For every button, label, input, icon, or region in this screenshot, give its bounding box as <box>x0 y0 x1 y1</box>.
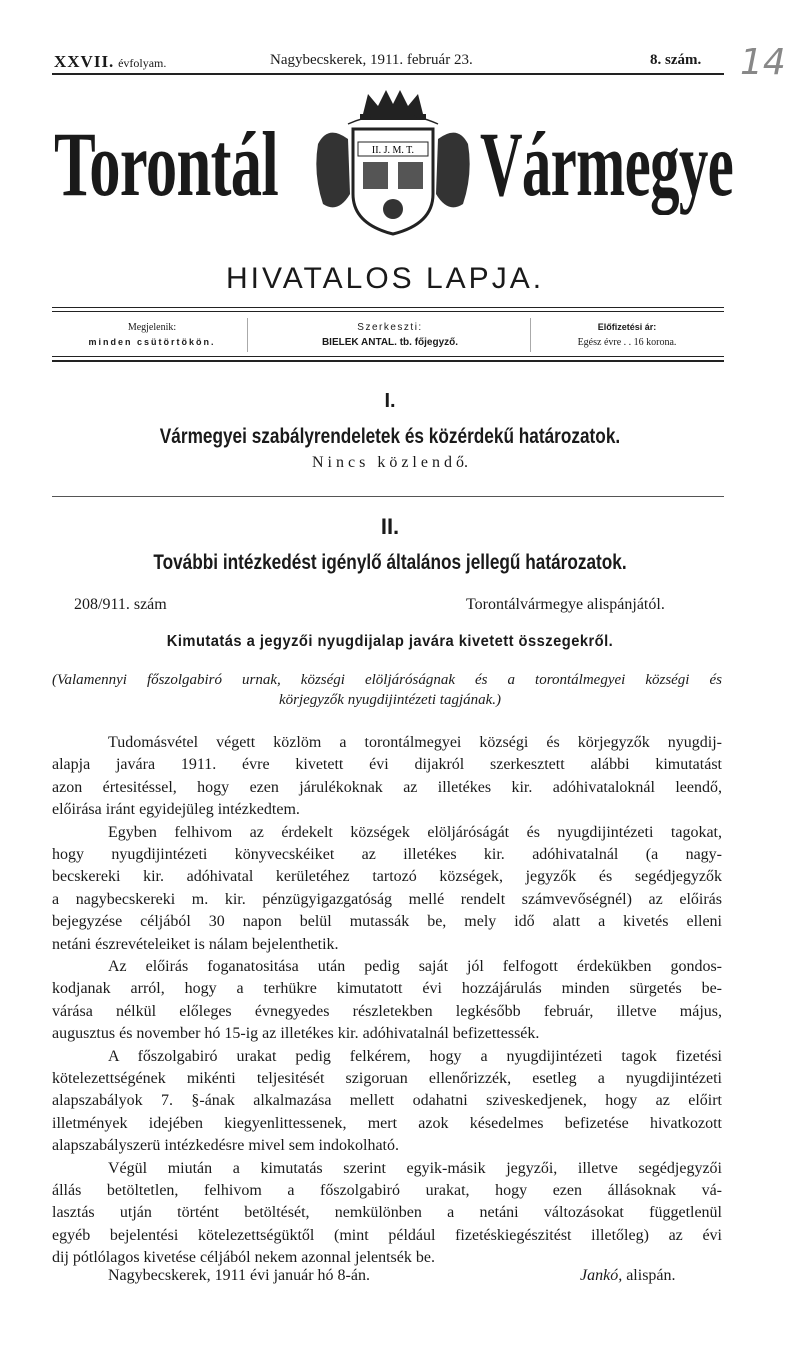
section-2-title: További intézkedést igénylő általános jellegű határozatok. <box>153 551 627 574</box>
info-value: Egész évre . . 16 korona. <box>577 337 677 348</box>
info-label: Megjelenik: <box>127 322 177 333</box>
place-date: Nagybecskerek, 1911. február 23. <box>270 52 473 68</box>
rule <box>52 307 724 308</box>
signature-title: alispán. <box>626 1267 676 1284</box>
body-line: becskereki kir. adóhivatal kerületéhez tartozó községek, jegyzők és segédjegyzők <box>52 868 722 886</box>
article-number: 208/911. szám <box>74 596 167 613</box>
body-line: Az előirás foganatositása után pedig saját jól felfogott érdekükben gondos- <box>108 958 722 975</box>
info-value: BIELEK ANTAL. tb. főjegyző. <box>321 337 459 348</box>
body-line: netáni észrevételeiket is nálam bejelenthetik. <box>52 935 339 953</box>
signature <box>580 1267 676 1285</box>
rule <box>52 311 724 312</box>
title-right: Vármegye <box>480 113 734 215</box>
body-line: állás betöltetlen, felhivom a főszolgabiró urakat, hogy ezen állásoknak vá- <box>52 1182 722 1199</box>
body-line: augusztus és november hó 15-ig az illetékes kir. adóhivatalnál befizettessék. <box>52 1025 540 1043</box>
article-address: (Valamennyi főszolgabiró urnak, községi elöljáróságnak és a torontálmegyei községi és <box>52 672 722 688</box>
body-line: előirása iránt egyidejüleg intézkedtem. <box>52 801 300 819</box>
body-line: alapszabályok 7. §-ának alkalmazása mellett odahatni sziveskedjenek, hogy az előirt <box>52 1092 722 1110</box>
body-line: hogy nyugdijintézeti könyvecskéiket az illetékes kir. adóhivatalnál (a nagy- <box>52 846 722 863</box>
rule <box>52 496 724 497</box>
section-1-numeral: I. <box>384 390 396 412</box>
info-subscription <box>532 320 722 350</box>
article-address: körjegyzők nyugdijintézeti tagjának.) <box>278 692 502 708</box>
body-line: illetmények idejében kiegyenlittessenek, mert azok késedelmes befizetése hivatkozott <box>52 1114 722 1132</box>
body-line: Végül miután a kimutatás szerint egyik-másik jegyzői, illetve segédjegyzői <box>108 1159 722 1177</box>
info-editor <box>250 320 530 350</box>
signature-name: Jankó, <box>580 1267 623 1284</box>
info-label: Előfizetési ár: <box>597 322 657 332</box>
svg-text:II. J. M. T.: II. J. M. T. <box>371 145 415 156</box>
divider <box>247 318 248 352</box>
body-line: kodjanak arról, hogy a terhükre kimutatott évi hozzájárulás minden sürgetés be- <box>52 980 722 998</box>
section-2-numeral: II. <box>380 514 400 539</box>
body-line: egyéb bejelentési kötelezettségüktől (mint például fizetéskiegészitést illetőleg) az évi <box>52 1226 722 1244</box>
info-value: minden csütörtökön. <box>88 337 216 347</box>
article-source: Torontálvármegye alispánjától. <box>466 596 665 613</box>
body-line: a nagybecskereki m. kir. pénzügyigazgatóság mellé rendelt számvevőségnél) az előirás <box>52 890 722 908</box>
info-publication <box>52 320 252 350</box>
info-label: Szerkeszti: <box>357 322 423 333</box>
article-title: Kimutatás a jegyzői nyugdijalap javára kivetett összegekről. <box>166 633 614 650</box>
divider <box>530 318 531 352</box>
body-line: lasztás utján történt betöltését, nemkülönben a netáni változásokat függetlenül <box>52 1204 722 1222</box>
body-line: A főszolgabiró urakat pedig felkérem, hogy a nyugdijintézeti tagok fizetési <box>108 1047 722 1065</box>
title-left: Torontál <box>54 113 279 215</box>
subtitle: HIVATALOS LAPJA. <box>225 262 545 295</box>
coat-of-arms-icon <box>308 84 478 239</box>
body-line: bejegyzése céljából 30 napon belül mutassák be, mely idő alatt a kivetés elleni <box>52 913 722 931</box>
volume: XXVII. évfolyam. <box>54 52 167 71</box>
body-line: várása nélkül előleges évnegyedes részletekben legkésőbb február, illetve május, <box>52 1002 722 1020</box>
body-line: Egyben felhivom az érdekelt községek elöljáróságát és nyugdijintézeti tagokat, <box>108 823 722 841</box>
section-1-title: Vármegyei szabályrendeletek és közérdekű határozatok. <box>159 425 621 448</box>
closing-place-date: Nagybecskerek, 1911 évi január hó 8-án. <box>108 1267 370 1284</box>
rule <box>52 360 724 362</box>
body-line: alapja javára 1911. évre kivetett évi dijakról szerkesztett alábbi kimutatást <box>52 756 722 774</box>
body-line: azon értesitéssel, hogy ezen járulékoknak az illetékes kir. adóhivataloknál leendő, <box>52 778 722 796</box>
issue-number: 8. szám. <box>650 52 702 68</box>
rule <box>52 356 724 357</box>
body-line: dij pótlólagos kivetése céljából nekem azonnal jelentsék be. <box>52 1249 435 1267</box>
body-line: Tudomásvétel végett közlöm a torontálmegyei községi és körjegyzők nyugdij- <box>108 734 722 751</box>
body-line: kötelezettségének mikénti teljesitését szigoruan ellenőrizzék, esetleg a nyugdijintézeti <box>52 1070 722 1087</box>
handwritten-page-number: 14 <box>740 42 786 83</box>
header-rule <box>52 73 724 75</box>
section-1-note: N i n c s k ö z l e n d ő. <box>312 454 468 471</box>
body-line: alapszabályszerü intézkedésre mivel sem indokolható. <box>52 1137 399 1155</box>
